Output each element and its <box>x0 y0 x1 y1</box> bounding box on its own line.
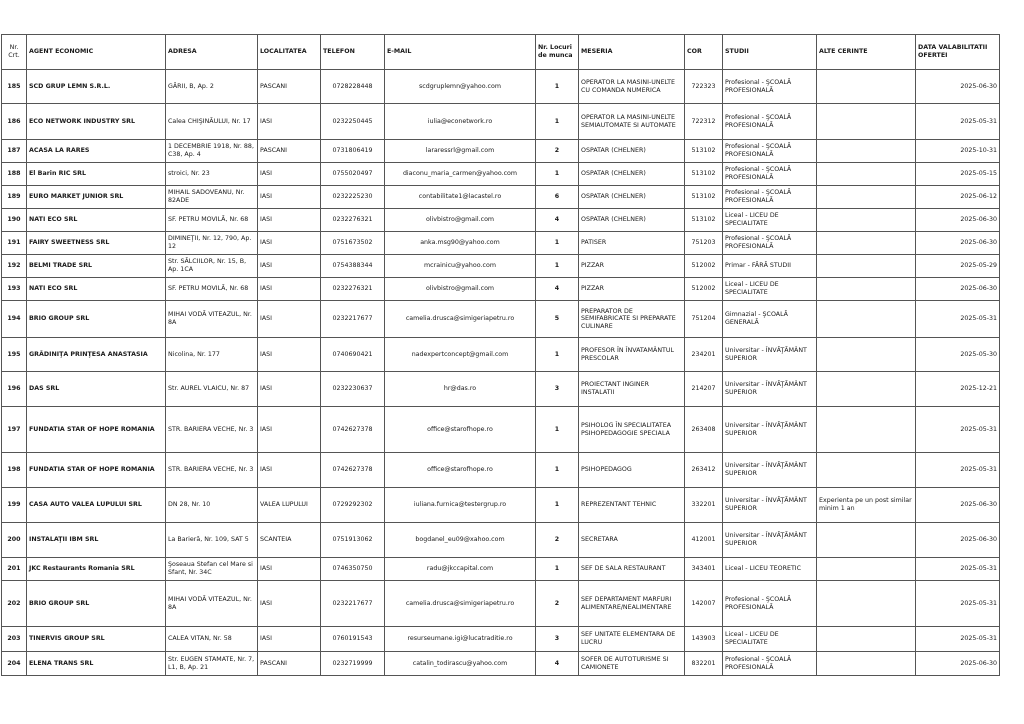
cor-code-cell: 512002 <box>685 255 723 278</box>
meseria-cell: PIZZAR <box>579 278 685 301</box>
studii-cell: Universitar - ÎNVĂŢĂMÂNT SUPERIOR <box>723 523 817 558</box>
header-agent: AGENT ECONOMIC <box>27 35 166 70</box>
cor-code-cell: 142007 <box>685 581 723 627</box>
studii-cell: Profesional - ŞCOALĂ PROFESIONALĂ <box>723 70 817 104</box>
telefon-cell: 0232276321 <box>321 278 385 301</box>
alte-cerinte-cell <box>817 70 916 104</box>
alte-cerinte-cell <box>817 140 916 163</box>
nr-locuri-cell: 6 <box>536 186 579 209</box>
nr-locuri-cell: 1 <box>536 70 579 104</box>
adresa-cell: CALEA VITAN, Nr. 58 <box>166 627 258 652</box>
row-number-cell: 196 <box>2 372 27 407</box>
header-cor: COR <box>685 35 723 70</box>
table-row <box>2 488 1000 523</box>
adresa-cell: Str. SĂLCIILOR, Nr. 15, B, Ap. 1CA <box>166 255 258 278</box>
agent-economic-cell: NATI ECO SRL <box>27 278 166 301</box>
agent-economic-cell: BELMI TRADE SRL <box>27 255 166 278</box>
nr-locuri-cell: 4 <box>536 278 579 301</box>
nr-locuri-cell: 2 <box>536 140 579 163</box>
cor-code-cell: 512002 <box>685 278 723 301</box>
localitatea-cell: PASCANI <box>258 652 321 676</box>
localitatea-cell: IASI <box>258 209 321 232</box>
localitatea-cell: IASI <box>258 407 321 453</box>
telefon-cell: 0746350750 <box>321 558 385 581</box>
nr-locuri-cell: 2 <box>536 581 579 627</box>
data-valabilitate-cell: 2025-05-31 <box>916 627 1000 652</box>
alte-cerinte-cell <box>817 301 916 338</box>
meseria-cell: PROFESOR ÎN ÎNVATAMÂNTUL PRESCOLAR <box>579 338 685 372</box>
table-row <box>2 209 1000 232</box>
email-cell: anka.msg90@yahoo.com <box>385 232 536 255</box>
meseria-cell: OPERATOR LA MASINI-UNELTE CU COMANDA NUMERICA <box>579 70 685 104</box>
agent-economic-cell: EURO MARKET JUNIOR SRL <box>27 186 166 209</box>
meseria-cell: PSIHOLOG ÎN SPECIALITATEA PSIHOPEDAGOGIE SPECIALA <box>579 407 685 453</box>
meseria-cell: SEF DEPARTAMENT MARFURI ALIMENTARE/NEALIMENTARE <box>579 581 685 627</box>
row-number-cell: 197 <box>2 407 27 453</box>
alte-cerinte-cell: Experienta pe un post similar minim 1 an <box>817 488 916 523</box>
header-nr: Nr. Crt. <box>2 35 27 70</box>
nr-locuri-cell: 1 <box>536 488 579 523</box>
adresa-cell: MIHAI VODĂ VITEAZUL, Nr. 8A <box>166 301 258 338</box>
job-offers-table <box>1 34 1000 676</box>
nr-locuri-cell: 1 <box>536 163 579 186</box>
nr-locuri-cell: 1 <box>536 255 579 278</box>
cor-code-cell: 751204 <box>685 301 723 338</box>
meseria-cell: SECRETARA <box>579 523 685 558</box>
row-number-cell: 191 <box>2 232 27 255</box>
adresa-cell: SF. PETRU MOVILĂ, Nr. 68 <box>166 278 258 301</box>
telefon-cell: 0232217677 <box>321 581 385 627</box>
data-valabilitate-cell: 2025-05-31 <box>916 104 1000 140</box>
studii-cell: Profesional - ŞCOALĂ PROFESIONALĂ <box>723 163 817 186</box>
adresa-cell: stroici, Nr. 23 <box>166 163 258 186</box>
table-row <box>2 581 1000 627</box>
cor-code-cell: 143903 <box>685 627 723 652</box>
meseria-cell: SEF UNITATE ELEMENTARA DE LUCRU <box>579 627 685 652</box>
header-localitatea: LOCALITATEA <box>258 35 321 70</box>
header-studii: STUDII <box>723 35 817 70</box>
telefon-cell: 0742627378 <box>321 453 385 488</box>
alte-cerinte-cell <box>817 652 916 676</box>
nr-locuri-cell: 3 <box>536 372 579 407</box>
nr-locuri-cell: 1 <box>536 338 579 372</box>
email-cell: bogdanel_eu09@xahoo.com <box>385 523 536 558</box>
data-valabilitate-cell: 2025-06-30 <box>916 232 1000 255</box>
localitatea-cell: IASI <box>258 104 321 140</box>
email-cell: olivbistro@gmail.com <box>385 278 536 301</box>
cor-code-cell: 722323 <box>685 70 723 104</box>
telefon-cell: 0728228448 <box>321 70 385 104</box>
localitatea-cell: SCANTEIA <box>258 523 321 558</box>
agent-economic-cell: ECO NETWORK INDUSTRY SRL <box>27 104 166 140</box>
adresa-cell: Nicolina, Nr. 177 <box>166 338 258 372</box>
localitatea-cell: PASCANI <box>258 70 321 104</box>
telefon-cell: 0729292302 <box>321 488 385 523</box>
table-row <box>2 627 1000 652</box>
adresa-cell: GĂRII, B, Ap. 2 <box>166 70 258 104</box>
localitatea-cell: IASI <box>258 627 321 652</box>
cor-code-cell: 412001 <box>685 523 723 558</box>
studii-cell: Universitar - ÎNVĂŢĂMÂNT SUPERIOR <box>723 407 817 453</box>
data-valabilitate-cell: 2025-05-29 <box>916 255 1000 278</box>
studii-cell: Profesional - ŞCOALĂ PROFESIONALĂ <box>723 104 817 140</box>
telefon-cell: 0751913062 <box>321 523 385 558</box>
telefon-cell: 0232230637 <box>321 372 385 407</box>
agent-economic-cell: INSTALAŢII IBM SRL <box>27 523 166 558</box>
telefon-cell: 0232225230 <box>321 186 385 209</box>
studii-cell: Universitar - ÎNVĂŢĂMÂNT SUPERIOR <box>723 453 817 488</box>
row-number-cell: 195 <box>2 338 27 372</box>
cor-code-cell: 832201 <box>685 652 723 676</box>
email-cell: radu@jkccapital.com <box>385 558 536 581</box>
agent-economic-cell: ELENA TRANS SRL <box>27 652 166 676</box>
localitatea-cell: IASI <box>258 278 321 301</box>
studii-cell: Profesional - ŞCOALĂ PROFESIONALĂ <box>723 232 817 255</box>
agent-economic-cell: TINERVIS GROUP SRL <box>27 627 166 652</box>
row-number-cell: 192 <box>2 255 27 278</box>
table-row <box>2 558 1000 581</box>
table-body <box>2 70 1000 676</box>
localitatea-cell: VALEA LUPULUI <box>258 488 321 523</box>
email-cell: office@starofhope.ro <box>385 453 536 488</box>
table-row <box>2 453 1000 488</box>
adresa-cell: MIHAIL SADOVEANU, Nr. 82ADE <box>166 186 258 209</box>
studii-cell: Universitar - ÎNVĂŢĂMÂNT SUPERIOR <box>723 488 817 523</box>
nr-locuri-cell: 4 <box>536 209 579 232</box>
alte-cerinte-cell <box>817 104 916 140</box>
data-valabilitate-cell: 2025-06-30 <box>916 70 1000 104</box>
agent-economic-cell: DAS SRL <box>27 372 166 407</box>
row-number-cell: 186 <box>2 104 27 140</box>
cor-code-cell: 513102 <box>685 163 723 186</box>
table-row <box>2 372 1000 407</box>
localitatea-cell: PASCANI <box>258 140 321 163</box>
studii-cell: Universitar - ÎNVĂŢĂMÂNT SUPERIOR <box>723 338 817 372</box>
row-number-cell: 203 <box>2 627 27 652</box>
header-data: DATA VALABILITATII OFERTEI <box>916 35 1000 70</box>
email-cell: camelia.drusca@simigeriapetru.ro <box>385 301 536 338</box>
email-cell: iuliana.furnica@testergrup.ro <box>385 488 536 523</box>
alte-cerinte-cell <box>817 163 916 186</box>
row-number-cell: 199 <box>2 488 27 523</box>
email-cell: resurseumane.igi@lucatraditie.ro <box>385 627 536 652</box>
email-cell: nadexpertconcept@gmail.com <box>385 338 536 372</box>
header-telefon: TELEFON <box>321 35 385 70</box>
localitatea-cell: IASI <box>258 255 321 278</box>
cor-code-cell: 214207 <box>685 372 723 407</box>
studii-cell: Primar - FĂRĂ STUDII <box>723 255 817 278</box>
data-valabilitate-cell: 2025-12-21 <box>916 372 1000 407</box>
localitatea-cell: IASI <box>258 558 321 581</box>
table-row <box>2 232 1000 255</box>
meseria-cell: PATISER <box>579 232 685 255</box>
adresa-cell: MIHAI VODĂ VITEAZUL, Nr. 8A <box>166 581 258 627</box>
header-meseria: MESERIA <box>579 35 685 70</box>
meseria-cell: OSPATAR (CHELNER) <box>579 163 685 186</box>
data-valabilitate-cell: 2025-10-31 <box>916 140 1000 163</box>
table-row <box>2 301 1000 338</box>
data-valabilitate-cell: 2025-06-30 <box>916 488 1000 523</box>
cor-code-cell: 332201 <box>685 488 723 523</box>
data-valabilitate-cell: 2025-06-30 <box>916 523 1000 558</box>
localitatea-cell: IASI <box>258 186 321 209</box>
email-cell: office@starofhope.ro <box>385 407 536 453</box>
row-number-cell: 187 <box>2 140 27 163</box>
meseria-cell: PSIHOPEDAGOG <box>579 453 685 488</box>
adresa-cell: SF. PETRU MOVILĂ, Nr. 68 <box>166 209 258 232</box>
data-valabilitate-cell: 2025-05-31 <box>916 301 1000 338</box>
telefon-cell: 0740690421 <box>321 338 385 372</box>
telefon-cell: 0232276321 <box>321 209 385 232</box>
meseria-cell: PROIECTANT INGINER INSTALATII <box>579 372 685 407</box>
telefon-cell: 0754388344 <box>321 255 385 278</box>
studii-cell: Profesional - ŞCOALĂ PROFESIONALĂ <box>723 581 817 627</box>
cor-code-cell: 722312 <box>685 104 723 140</box>
agent-economic-cell: CASA AUTO VALEA LUPULUI SRL <box>27 488 166 523</box>
agent-economic-cell: El Barin RIC SRL <box>27 163 166 186</box>
table-row <box>2 140 1000 163</box>
alte-cerinte-cell <box>817 581 916 627</box>
alte-cerinte-cell <box>817 523 916 558</box>
adresa-cell: La Barieră, Nr. 109, SAT 5 <box>166 523 258 558</box>
table-row <box>2 338 1000 372</box>
adresa-cell: Şoseaua Stefan cel Mare si Sfant, Nr. 34C <box>166 558 258 581</box>
telefon-cell: 0232250445 <box>321 104 385 140</box>
header-adresa: ADRESA <box>166 35 258 70</box>
nr-locuri-cell: 2 <box>536 523 579 558</box>
row-number-cell: 202 <box>2 581 27 627</box>
row-number-cell: 201 <box>2 558 27 581</box>
row-number-cell: 198 <box>2 453 27 488</box>
studii-cell: Liceal - LICEU DE SPECIALITATE <box>723 209 817 232</box>
meseria-cell: SEF DE SALA RESTAURANT <box>579 558 685 581</box>
studii-cell: Liceal - LICEU DE SPECIALITATE <box>723 627 817 652</box>
row-number-cell: 194 <box>2 301 27 338</box>
studii-cell: Gimnazial - ŞCOALĂ GENERALĂ <box>723 301 817 338</box>
nr-locuri-cell: 1 <box>536 104 579 140</box>
table-row <box>2 163 1000 186</box>
localitatea-cell: IASI <box>258 338 321 372</box>
nr-locuri-cell: 3 <box>536 627 579 652</box>
row-number-cell: 189 <box>2 186 27 209</box>
adresa-cell: STR. BARIERA VECHE, Nr. 3 <box>166 453 258 488</box>
data-valabilitate-cell: 2025-05-15 <box>916 163 1000 186</box>
alte-cerinte-cell <box>817 627 916 652</box>
studii-cell: Universitar - ÎNVĂŢĂMÂNT SUPERIOR <box>723 372 817 407</box>
telefon-cell: 0232719999 <box>321 652 385 676</box>
cor-code-cell: 234201 <box>685 338 723 372</box>
alte-cerinte-cell <box>817 558 916 581</box>
adresa-cell: STR. BARIERA VECHE, Nr. 3 <box>166 407 258 453</box>
telefon-cell: 0751673502 <box>321 232 385 255</box>
nr-locuri-cell: 1 <box>536 407 579 453</box>
agent-economic-cell: FUNDATIA STAR OF HOPE ROMANIA <box>27 407 166 453</box>
table-row <box>2 104 1000 140</box>
row-number-cell: 200 <box>2 523 27 558</box>
data-valabilitate-cell: 2025-05-31 <box>916 558 1000 581</box>
telefon-cell: 0755020497 <box>321 163 385 186</box>
table-row <box>2 523 1000 558</box>
localitatea-cell: IASI <box>258 163 321 186</box>
agent-economic-cell: ACASA LA RARES <box>27 140 166 163</box>
meseria-cell: OPERATOR LA MASINI-UNELTE SEMIAUTOMATE SI AUTOMATE <box>579 104 685 140</box>
data-valabilitate-cell: 2025-05-31 <box>916 453 1000 488</box>
adresa-cell: DN 28, Nr. 10 <box>166 488 258 523</box>
email-cell: hr@das.ro <box>385 372 536 407</box>
adresa-cell: Str. AUREL VLAICU, Nr. 87 <box>166 372 258 407</box>
alte-cerinte-cell <box>817 232 916 255</box>
header-row <box>2 35 1000 70</box>
telefon-cell: 0742627378 <box>321 407 385 453</box>
meseria-cell: REPREZENTANT TEHNIC <box>579 488 685 523</box>
row-number-cell: 193 <box>2 278 27 301</box>
telefon-cell: 0731806419 <box>321 140 385 163</box>
adresa-cell: Str. EUGEN STAMATE, Nr. 7, L1, B, Ap. 21 <box>166 652 258 676</box>
nr-locuri-cell: 4 <box>536 652 579 676</box>
email-cell: iulia@econetwork.ro <box>385 104 536 140</box>
agent-economic-cell: FAIRY SWEETNESS SRL <box>27 232 166 255</box>
cor-code-cell: 513102 <box>685 209 723 232</box>
localitatea-cell: IASI <box>258 232 321 255</box>
agent-economic-cell: JKC Restaurants Romania SRL <box>27 558 166 581</box>
table-row <box>2 407 1000 453</box>
localitatea-cell: IASI <box>258 581 321 627</box>
localitatea-cell: IASI <box>258 372 321 407</box>
agent-economic-cell: BRIO GROUP SRL <box>27 581 166 627</box>
header-locuri: Nr. Locuri de munca <box>536 35 579 70</box>
meseria-cell: PIZZAR <box>579 255 685 278</box>
table-row <box>2 255 1000 278</box>
localitatea-cell: IASI <box>258 301 321 338</box>
meseria-cell: OSPATAR (CHELNER) <box>579 209 685 232</box>
nr-locuri-cell: 1 <box>536 453 579 488</box>
row-number-cell: 190 <box>2 209 27 232</box>
email-cell: catalin_todirascu@yahoo.com <box>385 652 536 676</box>
data-valabilitate-cell: 2025-05-31 <box>916 407 1000 453</box>
studii-cell: Profesional - ŞCOALĂ PROFESIONALĂ <box>723 186 817 209</box>
studii-cell: Profesional - ŞCOALĂ PROFESIONALĂ <box>723 652 817 676</box>
alte-cerinte-cell <box>817 338 916 372</box>
studii-cell: Liceal - LICEU TEORETIC <box>723 558 817 581</box>
table-row <box>2 278 1000 301</box>
meseria-cell: SOFER DE AUTOTURISME SI CAMIONETE <box>579 652 685 676</box>
email-cell: camelia.drusca@simigeriapetru.ro <box>385 581 536 627</box>
header-alte: ALTE CERINTE <box>817 35 916 70</box>
row-number-cell: 185 <box>2 70 27 104</box>
nr-locuri-cell: 1 <box>536 558 579 581</box>
table-row <box>2 186 1000 209</box>
data-valabilitate-cell: 2025-05-31 <box>916 581 1000 627</box>
alte-cerinte-cell <box>817 186 916 209</box>
cor-code-cell: 513102 <box>685 186 723 209</box>
nr-locuri-cell: 5 <box>536 301 579 338</box>
data-valabilitate-cell: 2025-06-30 <box>916 652 1000 676</box>
email-cell: olivbistro@gmail.com <box>385 209 536 232</box>
agent-economic-cell: SCD GRUP LEMN S.R.L. <box>27 70 166 104</box>
email-cell: diaconu_maria_carmen@yahoo.com <box>385 163 536 186</box>
telefon-cell: 0232217677 <box>321 301 385 338</box>
row-number-cell: 204 <box>2 652 27 676</box>
email-cell: lararessrl@gmail.com <box>385 140 536 163</box>
header-email: E-MAIL <box>385 35 536 70</box>
cor-code-cell: 263412 <box>685 453 723 488</box>
email-cell: contabilitate1@lacastel.ro <box>385 186 536 209</box>
localitatea-cell: IASI <box>258 453 321 488</box>
meseria-cell: OSPATAR (CHELNER) <box>579 186 685 209</box>
adresa-cell: Calea CHIŞINĂULUI, Nr. 17 <box>166 104 258 140</box>
table-row <box>2 70 1000 104</box>
studii-cell: Profesional - ŞCOALĂ PROFESIONALĂ <box>723 140 817 163</box>
alte-cerinte-cell <box>817 278 916 301</box>
nr-locuri-cell: 1 <box>536 232 579 255</box>
meseria-cell: OSPATAR (CHELNER) <box>579 140 685 163</box>
cor-code-cell: 751203 <box>685 232 723 255</box>
data-valabilitate-cell: 2025-05-30 <box>916 338 1000 372</box>
data-valabilitate-cell: 2025-06-30 <box>916 209 1000 232</box>
meseria-cell: PREPARATOR DE SEMIFABRICATE SI PREPARATE CULINARE <box>579 301 685 338</box>
adresa-cell: DIMINEŢII, Nr. 12, 790, Ap. 12 <box>166 232 258 255</box>
cor-code-cell: 263408 <box>685 407 723 453</box>
agent-economic-cell: GRĂDINIŢA PRINŢESA ANASTASIA <box>27 338 166 372</box>
email-cell: scdgruplemn@yahoo.com <box>385 70 536 104</box>
data-valabilitate-cell: 2025-06-30 <box>916 278 1000 301</box>
agent-economic-cell: NATI ECO SRL <box>27 209 166 232</box>
telefon-cell: 0760191543 <box>321 627 385 652</box>
agent-economic-cell: FUNDATIA STAR OF HOPE ROMANIA <box>27 453 166 488</box>
table-row <box>2 652 1000 676</box>
data-valabilitate-cell: 2025-06-12 <box>916 186 1000 209</box>
alte-cerinte-cell <box>817 407 916 453</box>
cor-code-cell: 343401 <box>685 558 723 581</box>
adresa-cell: 1 DECEMBRIE 1918, Nr. 88, C38, Ap. 4 <box>166 140 258 163</box>
row-number-cell: 188 <box>2 163 27 186</box>
alte-cerinte-cell <box>817 209 916 232</box>
cor-code-cell: 513102 <box>685 140 723 163</box>
studii-cell: Liceal - LICEU DE SPECIALITATE <box>723 278 817 301</box>
alte-cerinte-cell <box>817 372 916 407</box>
alte-cerinte-cell <box>817 255 916 278</box>
agent-economic-cell: BRIO GROUP SRL <box>27 301 166 338</box>
alte-cerinte-cell <box>817 453 916 488</box>
email-cell: mcrainicu@yahoo.com <box>385 255 536 278</box>
